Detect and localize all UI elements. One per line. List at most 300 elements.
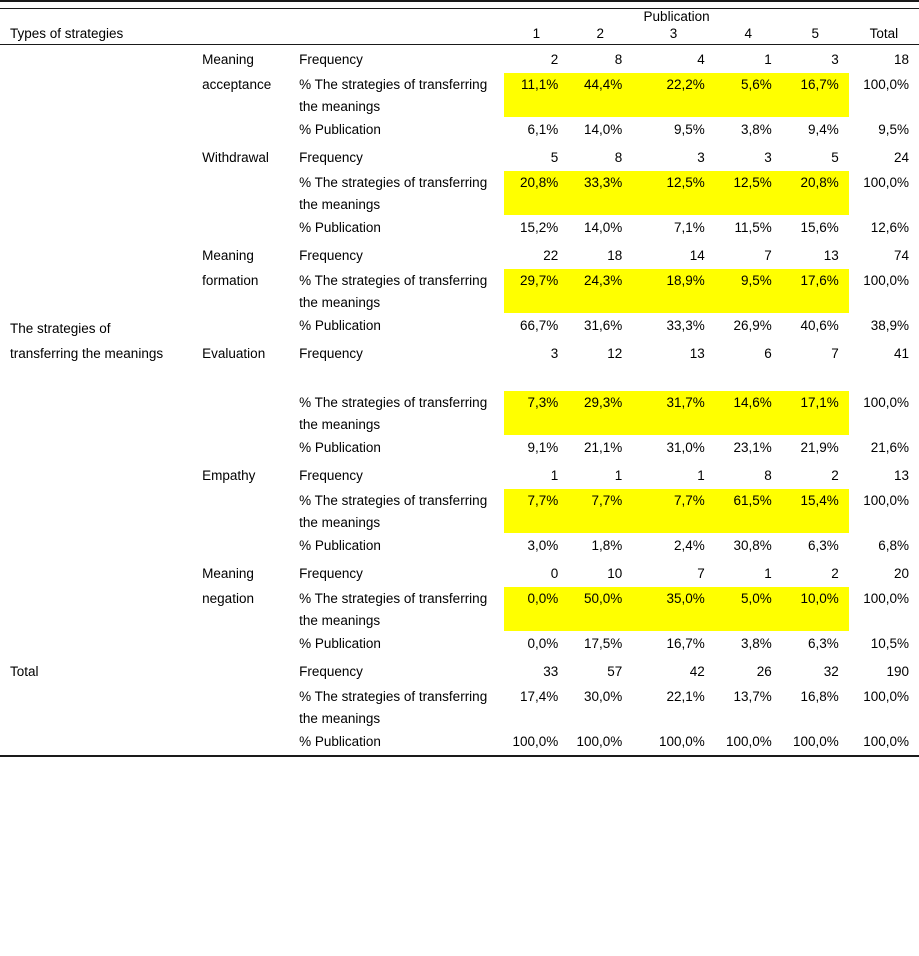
- measure-label-line2: the meanings: [299, 613, 381, 628]
- row-group-label-filler: [0, 613, 202, 631]
- cell-value: 1,8%: [591, 538, 623, 553]
- subcategory-label-line2: [202, 171, 299, 197]
- table-row-continuation: [0, 515, 919, 533]
- cell-highlight-pad: [782, 197, 849, 215]
- column-header-5: 5: [782, 26, 849, 45]
- cell-pad: [568, 711, 632, 729]
- cell-value: 30,8%: [733, 538, 772, 553]
- cell-value: 9,5%: [673, 122, 705, 137]
- cell-highlight-pad: [782, 295, 849, 313]
- cell-value: 7: [764, 248, 772, 263]
- cell-value: 22,1%: [666, 689, 705, 704]
- cell-value: 18: [607, 248, 623, 263]
- cell-value: 100,0%: [725, 734, 772, 749]
- measure-label: [299, 269, 504, 295]
- cell-value: 10: [607, 566, 623, 581]
- cell-value: 1: [550, 468, 559, 483]
- cell-value: 8: [614, 52, 623, 67]
- row-group-label-filler: [0, 533, 202, 559]
- row-group-label-filler: [0, 295, 202, 313]
- table-row-total: [0, 685, 919, 711]
- table-row: [0, 215, 919, 241]
- cell-value: 2: [831, 468, 839, 483]
- cell-highlight-pad: [632, 197, 715, 215]
- cell-pad: [782, 711, 849, 729]
- cell-pad: [504, 711, 568, 729]
- cell-highlight-pad: [568, 515, 632, 533]
- measure-label-line2: the meanings: [299, 711, 381, 726]
- cell-value: 5: [550, 150, 559, 165]
- total-row-filler: [0, 685, 202, 711]
- table-row: [0, 631, 919, 657]
- cell-value: 100,0%: [863, 493, 909, 508]
- cell-value: 26: [756, 664, 772, 679]
- cell-highlight-pad: [504, 613, 568, 631]
- measure-label: [299, 587, 504, 613]
- cell-value: 100,0%: [863, 395, 909, 410]
- subcategory-filler: [202, 295, 299, 313]
- cell-value: 1: [764, 566, 772, 581]
- cell-value: 100,0%: [863, 273, 909, 288]
- table-row-total: [0, 729, 919, 756]
- table-row: [0, 269, 919, 295]
- cell-value: 20,8%: [504, 171, 568, 197]
- cell-highlight-pad: [849, 613, 919, 631]
- cell-value: 21,9%: [800, 440, 839, 455]
- cell-value: 31,7%: [632, 391, 715, 417]
- header-total-spacer: [849, 9, 919, 27]
- row-group-label-filler: [0, 73, 202, 99]
- top-rule-cell: [0, 1, 919, 9]
- cell-value: 12,6%: [870, 220, 909, 235]
- measure-label-line1: % The strategies of transferring: [299, 77, 488, 92]
- cell-pad: [632, 711, 715, 729]
- row-group-label: [0, 143, 202, 171]
- table-row-continuation: [0, 197, 919, 215]
- row-group-label: [0, 241, 202, 269]
- table-row: [0, 533, 919, 559]
- table-row: [0, 489, 919, 515]
- measure-label: Frequency: [299, 248, 363, 263]
- cell-value: 33,3%: [666, 318, 705, 333]
- subcategory-label-line2: formation: [202, 273, 259, 288]
- row-group-label-filler: [0, 631, 202, 657]
- cell-value: 4: [697, 52, 705, 67]
- cell-value: 100,0%: [863, 77, 909, 92]
- subcategory-filler: [202, 117, 299, 143]
- cell-value: 42: [689, 664, 705, 679]
- row-group-label-filler: [0, 435, 202, 461]
- cell-value: 15,2%: [520, 220, 559, 235]
- cell-value: 74: [893, 248, 909, 263]
- cell-value: 3,8%: [740, 122, 772, 137]
- cell-highlight-pad: [568, 99, 632, 117]
- measure-label: % Publication: [299, 122, 381, 137]
- cell-highlight-pad: [568, 295, 632, 313]
- cell-value: 6: [764, 346, 772, 361]
- cell-highlight-pad: [849, 515, 919, 533]
- cell-value: 3,8%: [740, 636, 772, 651]
- cell-value: 13,7%: [733, 689, 772, 704]
- subcategory-filler: [202, 313, 299, 339]
- cell-value: 12: [607, 346, 623, 361]
- cell-value: 100,0%: [658, 734, 705, 749]
- cell-value: 44,4%: [568, 73, 632, 99]
- measure-label: Frequency: [299, 52, 363, 67]
- cell-value: 100,0%: [793, 734, 839, 749]
- cell-highlight-pad: [504, 99, 568, 117]
- table-bottom-rule: [0, 756, 919, 761]
- total-row-filler: [0, 711, 202, 729]
- cell-value: 50,0%: [568, 587, 632, 613]
- row-group-label-filler: [0, 391, 202, 417]
- cell-value: 33: [543, 664, 559, 679]
- cell-value: 26,9%: [733, 318, 772, 333]
- measure-label: [299, 489, 504, 515]
- subcategory-label-line2: [202, 391, 299, 417]
- cell-value: 17,1%: [782, 391, 849, 417]
- cell-value: 190: [886, 664, 909, 679]
- cell-value: 17,5%: [583, 636, 623, 651]
- row-group-label-filler: [0, 515, 202, 533]
- cell-value: 14,0%: [583, 122, 623, 137]
- row-group-label: [0, 559, 202, 587]
- cell-value: 16,7%: [666, 636, 705, 651]
- cell-value: 100,0%: [863, 689, 909, 704]
- measure-label: % Publication: [299, 318, 381, 333]
- cell-value: 14: [689, 248, 705, 263]
- cell-value: 21,6%: [870, 440, 909, 455]
- cell-value: 6,1%: [527, 122, 559, 137]
- cell-highlight-pad: [632, 515, 715, 533]
- cell-highlight-pad: [715, 99, 782, 117]
- cell-value: 6,3%: [808, 538, 839, 553]
- cell-value: 38,9%: [870, 318, 909, 333]
- cell-value: 2,4%: [673, 538, 705, 553]
- measure-label: [299, 685, 504, 711]
- measure-label: % Publication: [299, 220, 381, 235]
- cell-highlight-pad: [504, 197, 568, 215]
- cell-highlight-pad: [715, 295, 782, 313]
- cell-value: 0: [550, 566, 559, 581]
- column-header-1: 1: [504, 26, 568, 45]
- cell-value: 5: [831, 150, 839, 165]
- subcategory-filler: [202, 657, 299, 685]
- cell-value: 23,1%: [733, 440, 772, 455]
- cell-value: 7,3%: [504, 391, 568, 417]
- cell-value: 13: [689, 346, 705, 361]
- cell-value: 8: [614, 150, 623, 165]
- cell-value: 22,2%: [632, 73, 715, 99]
- cell-value: 18: [893, 52, 909, 67]
- cell-value: 10,5%: [870, 636, 909, 651]
- subcategory-filler: [202, 685, 299, 711]
- row-group-label-filler: [0, 269, 202, 295]
- measure-label: % Publication: [299, 734, 381, 749]
- table-row: [0, 241, 919, 269]
- subcategory-filler: [202, 613, 299, 631]
- subcategory-label: Meaning: [202, 248, 254, 263]
- cell-value: 1: [697, 468, 705, 483]
- measure-label-line1: % The strategies of transferring: [299, 493, 488, 508]
- column-header-total: Total: [849, 26, 919, 45]
- row-dimension-label: Types of strategies: [0, 26, 504, 45]
- cell-value: 14,0%: [583, 220, 623, 235]
- cell-highlight-pad: [504, 295, 568, 313]
- cell-value: 0,0%: [504, 587, 568, 613]
- cell-value: 18,9%: [632, 269, 715, 295]
- column-header-3: 3: [632, 26, 715, 45]
- measure-label: Frequency: [299, 468, 363, 483]
- row-group-label-line1: The strategies of: [10, 321, 111, 336]
- cell-value: 20,8%: [782, 171, 849, 197]
- cell-value: 100,0%: [576, 734, 623, 749]
- cell-value: 1: [764, 52, 772, 67]
- row-group-label: [0, 45, 202, 74]
- measure-label: Frequency: [299, 566, 363, 581]
- measure-label: [299, 73, 504, 99]
- cell-highlight-pad: [504, 515, 568, 533]
- cell-value: 24: [893, 150, 909, 165]
- cell-value: 9,5%: [878, 122, 909, 137]
- column-group-label: Publication: [643, 9, 710, 24]
- cell-value: 100,0%: [863, 591, 909, 606]
- table-body: [0, 1, 919, 761]
- cell-highlight-pad: [849, 417, 919, 435]
- cell-value: 57: [607, 664, 623, 679]
- row-group-label-filler: [0, 417, 202, 435]
- measure-label-line1: % The strategies of transferring: [299, 591, 488, 606]
- subcategory-filler: [202, 711, 299, 729]
- bottom-rule-cell: [0, 756, 919, 761]
- cell-value: 2: [831, 566, 839, 581]
- measure-label-line2: the meanings: [299, 197, 381, 212]
- measure-label-line1: % The strategies of transferring: [299, 273, 488, 288]
- cell-value: 7,7%: [504, 489, 568, 515]
- table-row-continuation: [0, 295, 919, 313]
- subcategory-label: Meaning: [202, 52, 254, 67]
- row-group-label-filler: [0, 587, 202, 613]
- cell-value: 9,1%: [527, 440, 559, 455]
- cell-highlight-pad: [849, 99, 919, 117]
- measure-label-line2: the meanings: [299, 295, 381, 310]
- cell-value: 29,3%: [568, 391, 632, 417]
- cell-value: 0,0%: [527, 636, 559, 651]
- subcategory-filler: [202, 417, 299, 435]
- cell-value: 12,5%: [632, 171, 715, 197]
- cell-value: 17,6%: [782, 269, 849, 295]
- cell-highlight-pad: [632, 417, 715, 435]
- subcategory-label-line2: negation: [202, 591, 254, 606]
- table-row-continuation: [0, 417, 919, 435]
- row-group-label: [0, 314, 202, 366]
- cell-highlight-pad: [568, 417, 632, 435]
- cell-value: 3: [764, 150, 772, 165]
- measure-label-line1: % The strategies of transferring: [299, 689, 488, 704]
- cell-value: 5,6%: [715, 73, 782, 99]
- cell-highlight-pad: [568, 613, 632, 631]
- table-row: [0, 117, 919, 143]
- measure-label-line1: % The strategies of transferring: [299, 175, 488, 190]
- table-row-continuation: [0, 99, 919, 117]
- subcategory-filler: [202, 729, 299, 756]
- cell-highlight-pad: [715, 613, 782, 631]
- cell-highlight-pad: [632, 613, 715, 631]
- cell-value: 40,6%: [800, 318, 839, 333]
- subcategory-label-line2: acceptance: [202, 77, 272, 92]
- cell-value: 7: [697, 566, 705, 581]
- cell-value: 7,1%: [673, 220, 705, 235]
- cell-highlight-pad: [504, 417, 568, 435]
- subcategory-filler: [202, 435, 299, 461]
- cell-value: 11,1%: [504, 73, 568, 99]
- header-columns-row: [0, 26, 919, 45]
- cell-value: 24,3%: [568, 269, 632, 295]
- cell-pad: [715, 711, 782, 729]
- measure-label: % Publication: [299, 538, 381, 553]
- table-row-total: [0, 657, 919, 685]
- cell-highlight-pad: [782, 99, 849, 117]
- cell-value: 7,7%: [568, 489, 632, 515]
- cell-highlight-pad: [632, 99, 715, 117]
- row-group-label-filler: [0, 117, 202, 143]
- cell-highlight-pad: [715, 197, 782, 215]
- cell-value: 100,0%: [863, 175, 909, 190]
- cell-value: 16,8%: [800, 689, 839, 704]
- total-row-label: Total: [10, 664, 39, 679]
- table-row: [0, 559, 919, 587]
- subcategory-filler: [202, 515, 299, 533]
- cell-highlight-pad: [782, 515, 849, 533]
- row-group-label-filler: [0, 171, 202, 197]
- cell-highlight-pad: [849, 197, 919, 215]
- subcategory-label: Withdrawal: [202, 150, 269, 165]
- cell-value: 3,0%: [527, 538, 559, 553]
- table-row: [0, 143, 919, 171]
- row-group-label-filler: [0, 99, 202, 117]
- cell-value: 21,1%: [583, 440, 623, 455]
- cell-value: 29,7%: [504, 269, 568, 295]
- measure-label: Frequency: [299, 664, 363, 679]
- cell-highlight-pad: [782, 613, 849, 631]
- cell-value: 3: [831, 52, 839, 67]
- cell-highlight-pad: [849, 295, 919, 313]
- cell-value: 13: [823, 248, 839, 263]
- cell-value: 16,7%: [782, 73, 849, 99]
- cell-value: 7,7%: [632, 489, 715, 515]
- cell-highlight-pad: [715, 515, 782, 533]
- subcategory-filler: [202, 631, 299, 657]
- cell-value: 15,6%: [800, 220, 839, 235]
- measure-label-line2: the meanings: [299, 515, 381, 530]
- row-group-label-filler: [0, 489, 202, 515]
- table-row-continuation: [0, 613, 919, 631]
- cell-value: 31,6%: [583, 318, 623, 333]
- cell-value: 11,5%: [734, 220, 772, 235]
- cell-value: 31,0%: [666, 440, 705, 455]
- row-group-label-filler: [0, 215, 202, 241]
- column-header-4: 4: [715, 26, 782, 45]
- cell-value: 41: [893, 346, 909, 361]
- subcategory-filler: [202, 533, 299, 559]
- cell-value: 9,4%: [808, 122, 839, 137]
- measure-label-line2: the meanings: [299, 417, 381, 432]
- cell-value: 66,7%: [520, 318, 559, 333]
- row-group-label-filler: [0, 197, 202, 215]
- cell-value: 22: [543, 248, 559, 263]
- cell-value: 9,5%: [715, 269, 782, 295]
- cell-value: 3: [550, 346, 559, 361]
- cell-value: 61,5%: [715, 489, 782, 515]
- table-top-rule: [0, 1, 919, 9]
- cell-value: 33,3%: [568, 171, 632, 197]
- cell-pad: [849, 711, 919, 729]
- cell-value: 20: [893, 566, 909, 581]
- cell-value: 13: [893, 468, 909, 483]
- cell-value: 30,0%: [583, 689, 623, 704]
- cell-value: 3: [697, 150, 705, 165]
- cell-value: 17,4%: [520, 689, 559, 704]
- subcategory-label-line2: [202, 489, 299, 515]
- table-row: [0, 339, 919, 391]
- table-row: [0, 45, 919, 74]
- table-row: [0, 435, 919, 461]
- header-group-row: [0, 9, 919, 27]
- table-row: [0, 587, 919, 613]
- measure-label: [299, 171, 504, 197]
- measure-label: Frequency: [299, 150, 363, 165]
- column-header-2: 2: [568, 26, 632, 45]
- measure-label: [299, 391, 504, 417]
- cell-value: 100,0%: [863, 734, 909, 749]
- row-group-label: [0, 461, 202, 489]
- cell-value: 12,5%: [715, 171, 782, 197]
- cell-highlight-pad: [568, 197, 632, 215]
- table-row: [0, 73, 919, 99]
- header-spacer: [0, 9, 504, 27]
- cell-value: 100,0%: [512, 734, 559, 749]
- cell-value: 1: [614, 468, 623, 483]
- table-row: [0, 171, 919, 197]
- measure-label-line1: % The strategies of transferring: [299, 395, 488, 410]
- table-row: [0, 461, 919, 489]
- table-row-continuation: [0, 711, 919, 729]
- cell-highlight-pad: [632, 295, 715, 313]
- cell-value: 7: [831, 346, 839, 361]
- table-row: [0, 391, 919, 417]
- cell-highlight-pad: [715, 417, 782, 435]
- cell-highlight-pad: [782, 417, 849, 435]
- row-group-label-line2: transferring the meanings: [10, 346, 164, 361]
- subcategory-filler: [202, 197, 299, 215]
- subcategory-filler: [202, 99, 299, 117]
- measure-label: Frequency: [299, 346, 363, 361]
- cell-value: 2: [550, 52, 559, 67]
- cell-value: 15,4%: [782, 489, 849, 515]
- cell-value: 14,6%: [715, 391, 782, 417]
- cell-value: 6,8%: [878, 538, 909, 553]
- cell-value: 6,3%: [808, 636, 839, 651]
- subcategory-label: Evaluation: [202, 346, 266, 361]
- cell-value: 10,0%: [782, 587, 849, 613]
- cell-value: 32: [823, 664, 839, 679]
- measure-label: % Publication: [299, 440, 381, 455]
- cell-value: 5,0%: [715, 587, 782, 613]
- total-row-filler: [0, 729, 202, 756]
- subcategory-label: Meaning: [202, 566, 254, 581]
- subcategory-label: Empathy: [202, 468, 256, 483]
- measure-label: % Publication: [299, 636, 381, 651]
